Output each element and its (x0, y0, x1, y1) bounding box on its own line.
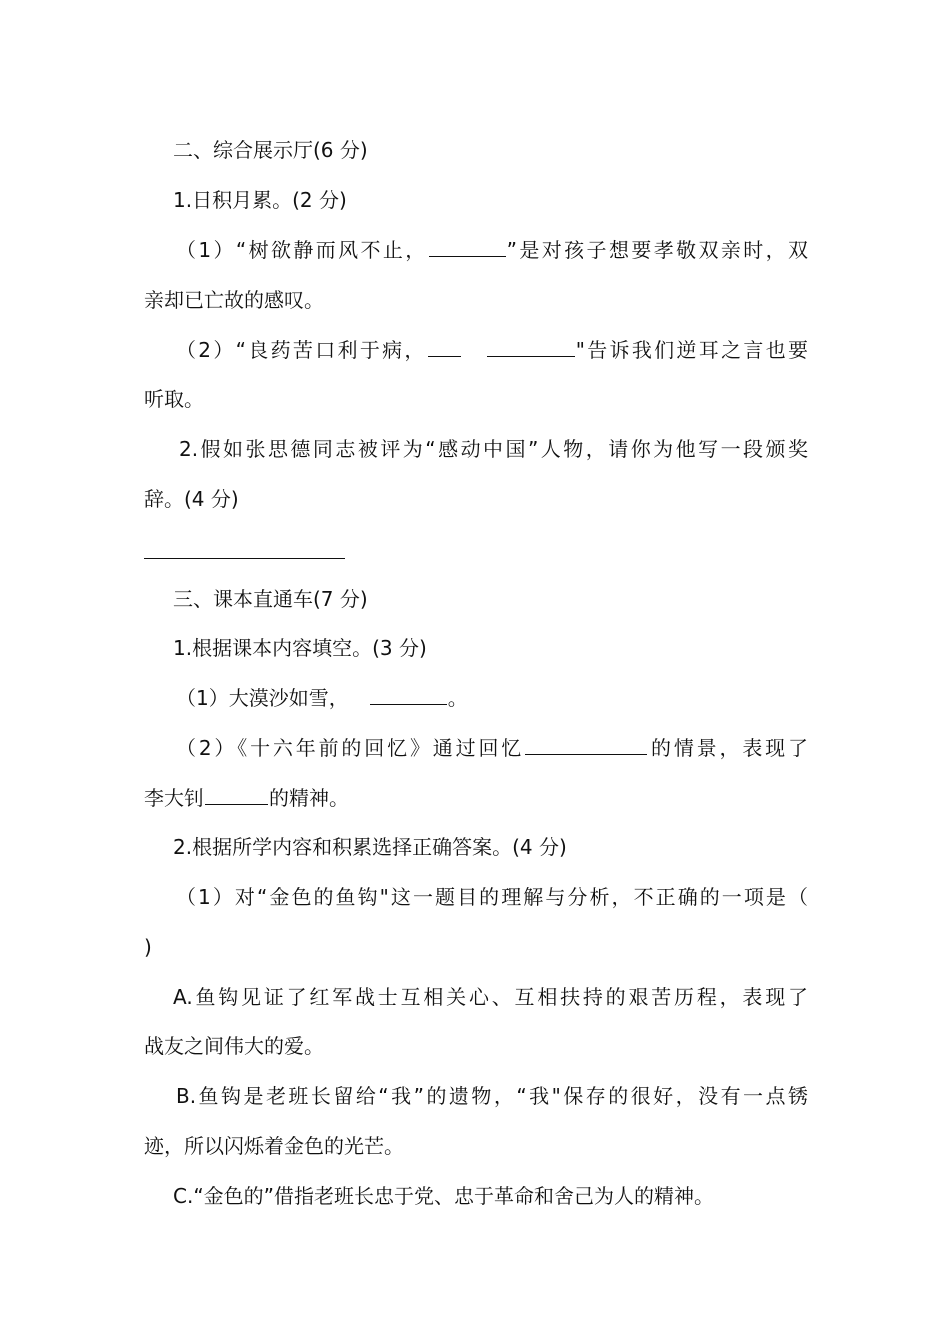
item-text: 。 (447, 686, 468, 710)
item-text: 的精神。 (269, 786, 349, 810)
question-3-1-item-2-cont (144, 783, 808, 813)
item-text: 的情景，表现了 (648, 736, 809, 760)
fill-blank[interactable] (525, 734, 647, 755)
fill-blank[interactable] (370, 684, 447, 705)
item-text: （2）《十六年前的回忆》通过回忆 (176, 736, 525, 760)
fill-blank[interactable] (429, 236, 506, 257)
fill-blank[interactable] (428, 336, 461, 357)
item-text: 李大钊 (144, 786, 204, 810)
question-2-1-item-1-cont: 亲却已亡故的感叹。 (144, 288, 324, 312)
question-2-2-cont: 辞。(4 分) (144, 487, 239, 511)
question-2-1-item-2 (144, 335, 808, 365)
fill-blank[interactable] (487, 336, 575, 357)
item-text: ”是对孩子想要孝敬双亲时，双 (506, 238, 808, 262)
item-text: "告诉我们逆耳之言也要 (575, 338, 808, 362)
question-3-1-title: 1.根据课本内容填空。(3 分) (173, 636, 427, 660)
option-b: B.鱼钩是老班长留给“我”的遗物，“我"保存的很好，没有一点锈 (176, 1084, 808, 1108)
question-2-1-item-2-cont: 听取。 (144, 387, 204, 411)
question-3-1-item-1 (144, 683, 808, 713)
question-3-1-item-2 (144, 733, 808, 763)
question-2-2: 2.假如张思德同志被评为“感动中国”人物，请你为他写一段颁奖 (179, 437, 808, 461)
question-3-2-item-1-cont: ) (144, 935, 152, 959)
item-text: （1）大漠沙如雪， (176, 686, 349, 710)
question-2-1-title: 1.日积月累。(2 分) (173, 188, 347, 212)
question-3-2-title: 2.根据所学内容和积累选择正确答案。(4 分) (173, 835, 567, 859)
answer-line[interactable] (144, 558, 345, 559)
item-text: （1）“树欲静而风不止， (176, 238, 428, 262)
option-c: C.“金色的”借指老班长忠于党、忠于革命和舍己为人的精神。 (173, 1184, 715, 1208)
question-3-2-item-1: （1）对“金色的鱼钩"这一题目的理解与分析，不正确的一项是（ (176, 885, 808, 909)
question-2-1-item-1 (144, 235, 808, 265)
option-a-cont: 战友之间伟大的爱。 (144, 1034, 324, 1058)
section-2-title: 二、综合展示厅(6 分) (173, 138, 368, 162)
item-text: （2）“良药苦口利于病， (176, 338, 427, 362)
option-a: A.鱼钩见证了红军战士互相关心、互相扶持的艰苦历程，表现了 (173, 985, 808, 1009)
fill-blank[interactable] (205, 784, 268, 805)
section-3-title: 三、课本直通车(7 分) (173, 587, 368, 611)
option-b-cont: 迹，所以闪烁着金色的光芒。 (144, 1134, 404, 1158)
